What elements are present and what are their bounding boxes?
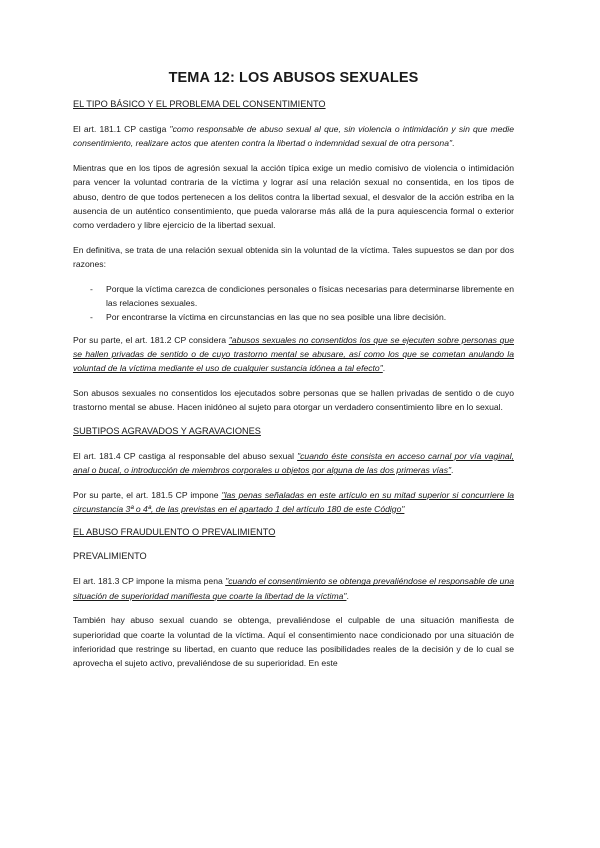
paragraph-end: .: [382, 363, 386, 374]
paragraph-art-181-4: [73, 449, 514, 478]
paragraph-end: .: [346, 590, 349, 601]
legal-quote: "cuando el consentimiento se obtenga prevaliéndose el responsable de una situación de superioridad manifiesta que coarte la libertad de la víctima": [73, 576, 514, 601]
list-item: [73, 282, 514, 310]
paragraph-privados-sentido: Son abusos sexuales no consentidos los ejecutados sobre personas que se hallen privadas de sentido o de cuyo trastorno mental se abuse. Hacen inidóneo al sujeto para otorgar un verdadero consentimiento libre en lo sexual.: [73, 387, 514, 413]
page-title: TEMA 12: LOS ABUSOS SEXUALES: [168, 70, 419, 86]
section-heading-tipo-basico: EL TIPO BÁSICO Y EL PROBLEMA DEL CONSENTIMIENTO: [73, 99, 326, 109]
paragraph-art-181-5: [73, 488, 514, 517]
paragraph-art-181-1: [73, 122, 514, 151]
dash-marker: -: [90, 283, 93, 294]
legal-quote: "las penas señaladas en este artículo en su mitad superior si concurriere la circunstancia 3ª o 4ª, de las previstas en el apartado 1 del artículo 180 de este Código": [73, 489, 515, 514]
paragraph-agresion-vs-abuso: Mientras que en los tipos de agresión sexual la acción típica exige un medio comisivo de violencia o intimidación para vencer la voluntad contraria de la víctima y lograr así una relación sexual no consentida, en los tipos de abuso, dentro de que todos pertenecen a los delitos contra la libertad sexual, el desvalor de la acción estriba en la ausencia de un auténtico consentimiento, que pueda valorarse más allá de la pura aquiescencia formal o exterior como verdadero y libre ejercicio de la libertad sexual.: [73, 162, 514, 231]
paragraph-text: El art. 181.4 CP castiga al responsable del abuso sexual: [73, 450, 298, 461]
paragraph-art-181-2: [73, 333, 514, 376]
section-heading-abuso-fraudulento: EL ABUSO FRAUDULENTO O PREVALIMIENTO: [73, 527, 276, 538]
legal-quote: "como responsable de abuso sexual al que, sin violencia o intimidación y sin que medie consentimiento, realizare actos que atenten contra la libertad o indemnidad sexual de otra persona": [73, 124, 514, 149]
paragraph-art-181-3: [73, 574, 514, 603]
reasons-list: [73, 282, 514, 324]
paragraph-definicion: En definitiva, se trata de una relación sexual obtenida sin la voluntad de la víctima. Tales supuestos se dan por dos razones:: [73, 244, 514, 270]
list-item-text: Por encontrarse la víctima en circunstancias en las que no sea posible una libre decisión.: [106, 311, 447, 322]
paragraph-text: Por su parte, el art. 181.2 CP considera: [73, 334, 229, 345]
legal-quote: "cuando éste consista en acceso carnal por vía vaginal, anal o bucal, o introducción de miembros corporales u objetos por alguna de las dos primeras vías": [73, 450, 514, 476]
paragraph-text: El art. 181.3 CP impone la misma pena: [73, 576, 226, 587]
legal-quote: "abusos sexuales no consentidos los que se ejecuten sobre personas que se hallen privadas de sentido o de cuyo trastorno mental se abusare, así como los que se cometan anulando la voluntad de la víctima mediante el uso de cualquier sustancia idónea a tal efecto": [73, 334, 515, 374]
paragraph-end: .: [451, 465, 454, 476]
subheading-prevalimiento: PREVALIMIENTO: [73, 551, 147, 562]
paragraph-superioridad: También hay abuso sexual cuando se obtenga, prevaliéndose el culpable de una situación manifiesta de superioridad que coarte la voluntad de la víctima. Aquí el consentimiento nace condicionado por una situación de inferioridad que restringe su libertad, en cuanto que reduce las posibilidades reales de la decisión y de lo cual se aprovecha el sujeto activo, prevaliéndose de su superioridad. En este: [73, 615, 514, 669]
paragraph-text: Por su parte, el art. 181.5 CP impone: [73, 489, 222, 500]
paragraph-end: .: [452, 138, 455, 149]
dash-marker: -: [90, 311, 93, 322]
paragraph-text: El art. 181.1 CP castiga: [73, 124, 170, 134]
list-item-text: Porque la víctima carezca de condiciones personales o físicas necesarias para determinarse libremente en las relaciones sexuales.: [106, 283, 514, 308]
section-heading-subtipos: SUBTIPOS AGRAVADOS Y AGRAVACIONES: [73, 425, 261, 436]
list-item: [73, 310, 514, 324]
